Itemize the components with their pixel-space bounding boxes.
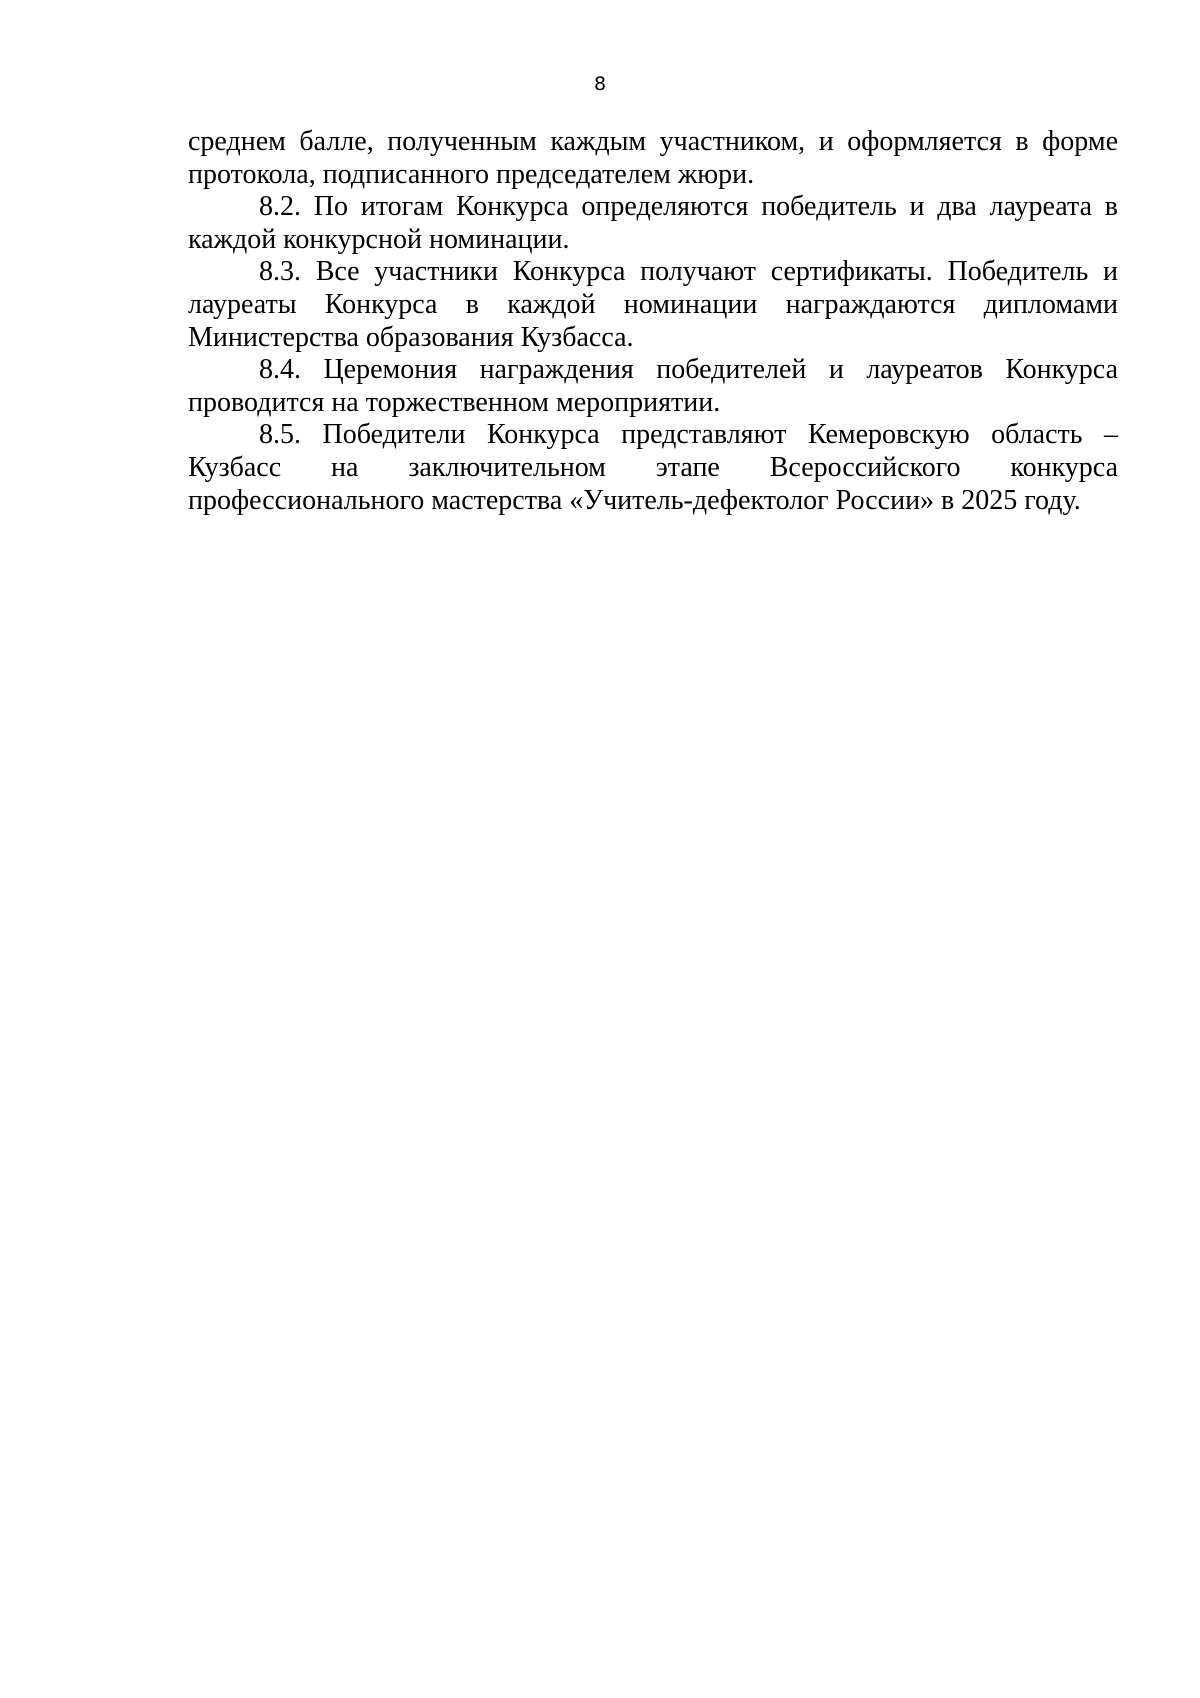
paragraph-8-1-continuation: среднем балле, полученным каждым участником, и оформляется в форме протокола, подписанного председателем жюри.	[188, 126, 1118, 190]
paragraph-8-3: 8.3. Все участники Конкурса получают сертификаты. Победитель и лауреаты Конкурса в каждой номинации награждаются дипломами Министерства образования Кузбасса.	[188, 256, 1118, 353]
paragraph-8-5	[188, 419, 1118, 517]
document-body	[188, 126, 1118, 517]
page-number: 8	[593, 73, 607, 95]
paragraph-8-5-line-2: Кузбасс на заключительном этапе Всероссийского конкурса	[188, 451, 1118, 483]
paragraph-8-5-line-1: 8.5. Победители Конкурса представляют Кемеровскую область –	[259, 419, 1118, 451]
paragraph-8-5-line-3: профессионального мастерства «Учитель-дефектолог России» в 2025 году.	[188, 484, 1081, 516]
paragraph-8-2: 8.2. По итогам Конкурса определяются победитель и два лауреата в каждой конкурсной номинации.	[188, 191, 1118, 255]
paragraph-8-4: 8.4. Церемония награждения победителей и лауреатов Конкурса проводится на торжественном мероприятии.	[188, 354, 1118, 418]
